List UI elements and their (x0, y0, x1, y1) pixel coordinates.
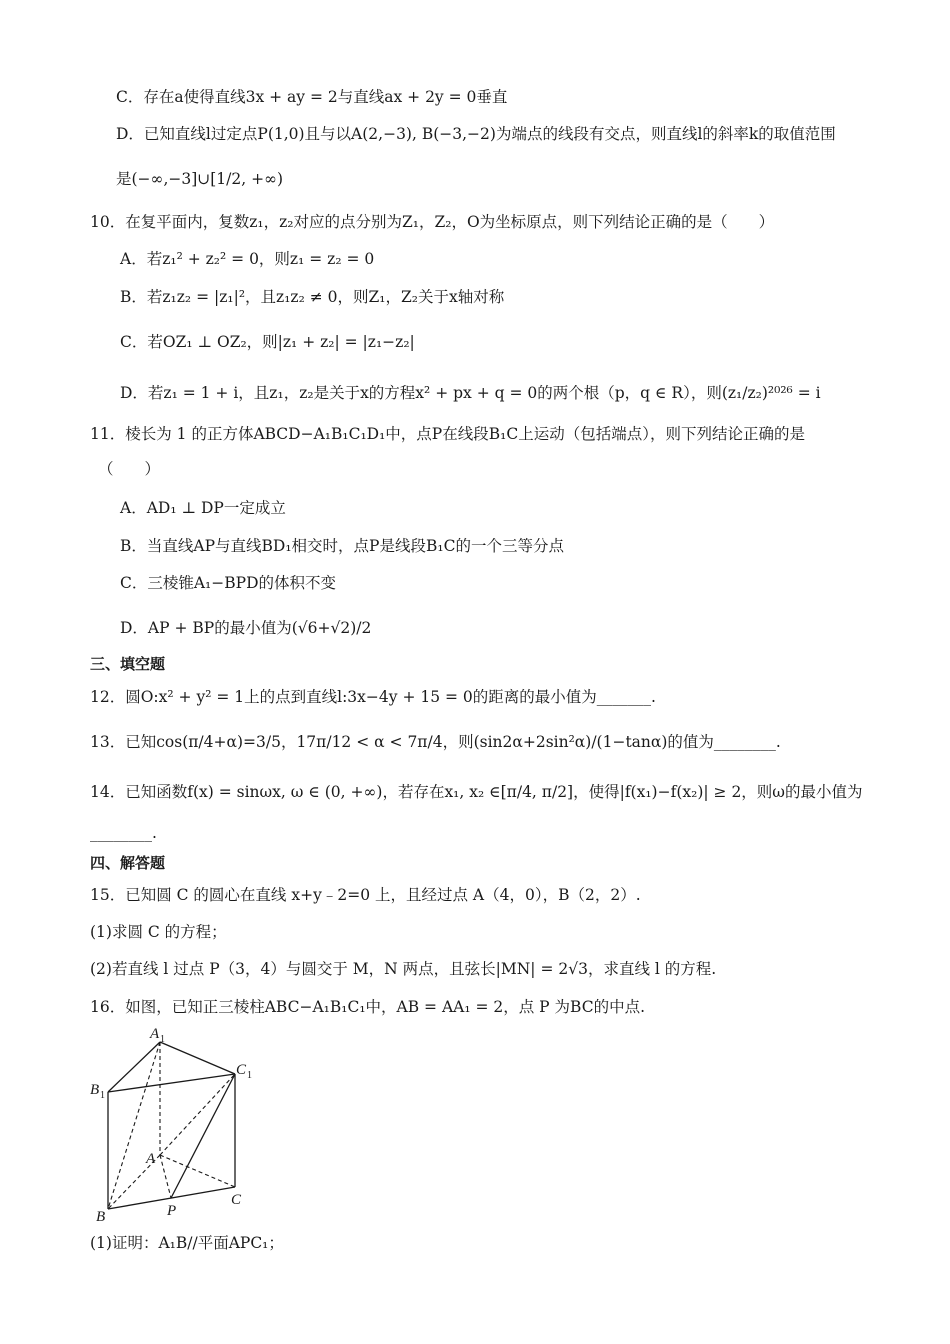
question-11: 11．棱长为 1 的正方体ABCD−A₁B₁C₁D₁中，点P在线段B₁C上运动（包括端点），则下列结论正确的是 (90, 425, 805, 443)
label-A: A (146, 1151, 156, 1167)
edge-PC1 (171, 1074, 235, 1198)
section-answer: 四、解答题 (90, 854, 166, 872)
option-10b: B．若z₁z₂ = |z₁|²，且z₁z₂ ≠ 0，则Z₁，Z₂关于x轴对称 (120, 288, 505, 306)
edge-AC (160, 1155, 235, 1187)
question-15-part1: (1)求圆 C 的方程； (90, 923, 227, 941)
option-9c: C．存在a使得直线3x + ay = 2与直线ax + 2y = 0垂直 (116, 88, 508, 106)
option-11a: A．AD₁ ⊥ DP一定成立 (120, 499, 286, 517)
option-9d-cont: 是(−∞,−3]∪[1/2, +∞) (116, 170, 284, 188)
option-11c: C．三棱锥A₁−BPD的体积不变 (120, 574, 337, 592)
option-10d: D．若z₁ = 1 + i，且z₁，z₂是关于x的方程x² + px + q = 0的两个根（p，q ∈ R），则(z₁/z₂)²⁰²⁶ = i (120, 384, 821, 402)
option-11d: D．AP + BP的最小值为(√6+√2)/2 (120, 619, 372, 637)
label-C1-sub: 1 (247, 1070, 252, 1081)
option-9d: D．已知直线l过定点P(1,0)且与以A(2,−3), B(−3,−2)为端点的线段有交点，则直线l的斜率k的取值范围 (116, 125, 836, 143)
edge-AP (160, 1155, 171, 1198)
edge-B1A1 (108, 1042, 160, 1092)
question-13: 13．已知cos(π/4+α)=3/5，17π/12 < α < 7π/4，则(sin2α+2sin²α)/(1−tanα)的值为________. (90, 733, 781, 751)
label-A1-sub: 1 (160, 1034, 165, 1045)
question-16-part1: (1)证明：A₁B//平面APC₁； (90, 1234, 284, 1252)
question-16: 16．如图，已知正三棱柱ABC−A₁B₁C₁中，AB = AA₁ = 2，点 P 为BC的中点. (90, 998, 646, 1016)
edge-B1C1 (108, 1074, 235, 1092)
question-14-blank: ________. (90, 824, 157, 842)
edge-A1C1 (160, 1042, 235, 1074)
label-B1: B (90, 1082, 100, 1098)
question-10: 10．在复平面内，复数z₁，z₂对应的点分别为Z₁，Z₂，O为坐标原点，则下列结论正确的是（ ） (90, 213, 775, 231)
prism-diagram (88, 1022, 258, 1227)
option-11b: B．当直线AP与直线BD₁相交时，点P是线段B₁C的一个三等分点 (120, 537, 564, 555)
question-15: 15．已知圆 C 的圆心在直线 x+y﹣2=0 上，且经过点 A（4，0），B（2，2）. (90, 886, 641, 904)
question-15-part2: (2)若直线 l 过点 P（3，4）与圆交于 M，N 两点，且弦长|MN| = 2√3，求直线 l 的方程. (90, 960, 717, 978)
option-10a: A．若z₁² + z₂² = 0，则z₁ = z₂ = 0 (120, 250, 375, 268)
label-A1: A (150, 1026, 160, 1042)
label-C: C (231, 1192, 242, 1208)
section-fill-in: 三、填空题 (90, 655, 166, 673)
label-C1: C (236, 1062, 247, 1078)
prism-figure (88, 1022, 258, 1227)
label-P: P (167, 1203, 177, 1219)
option-10c: C．若OZ₁ ⊥ OZ₂，则|z₁ + z₂| = |z₁−z₂| (120, 333, 415, 351)
edge-AC1 (160, 1074, 235, 1155)
question-12: 12．圆O:x² + y² = 1上的点到直线l:3x−4y + 15 = 0的距离的最小值为_______. (90, 688, 656, 706)
label-B1-sub: 1 (100, 1090, 105, 1101)
label-B: B (96, 1209, 106, 1225)
question-14: 14．已知函数f(x) = sinωx, ω ∈ (0, +∞)，若存在x₁, x₂ ∈[π/4, π/2]，使得|f(x₁)−f(x₂)| ≥ 2，则ω的最小值为 (90, 783, 863, 801)
question-11-paren: （ ） (98, 460, 161, 478)
